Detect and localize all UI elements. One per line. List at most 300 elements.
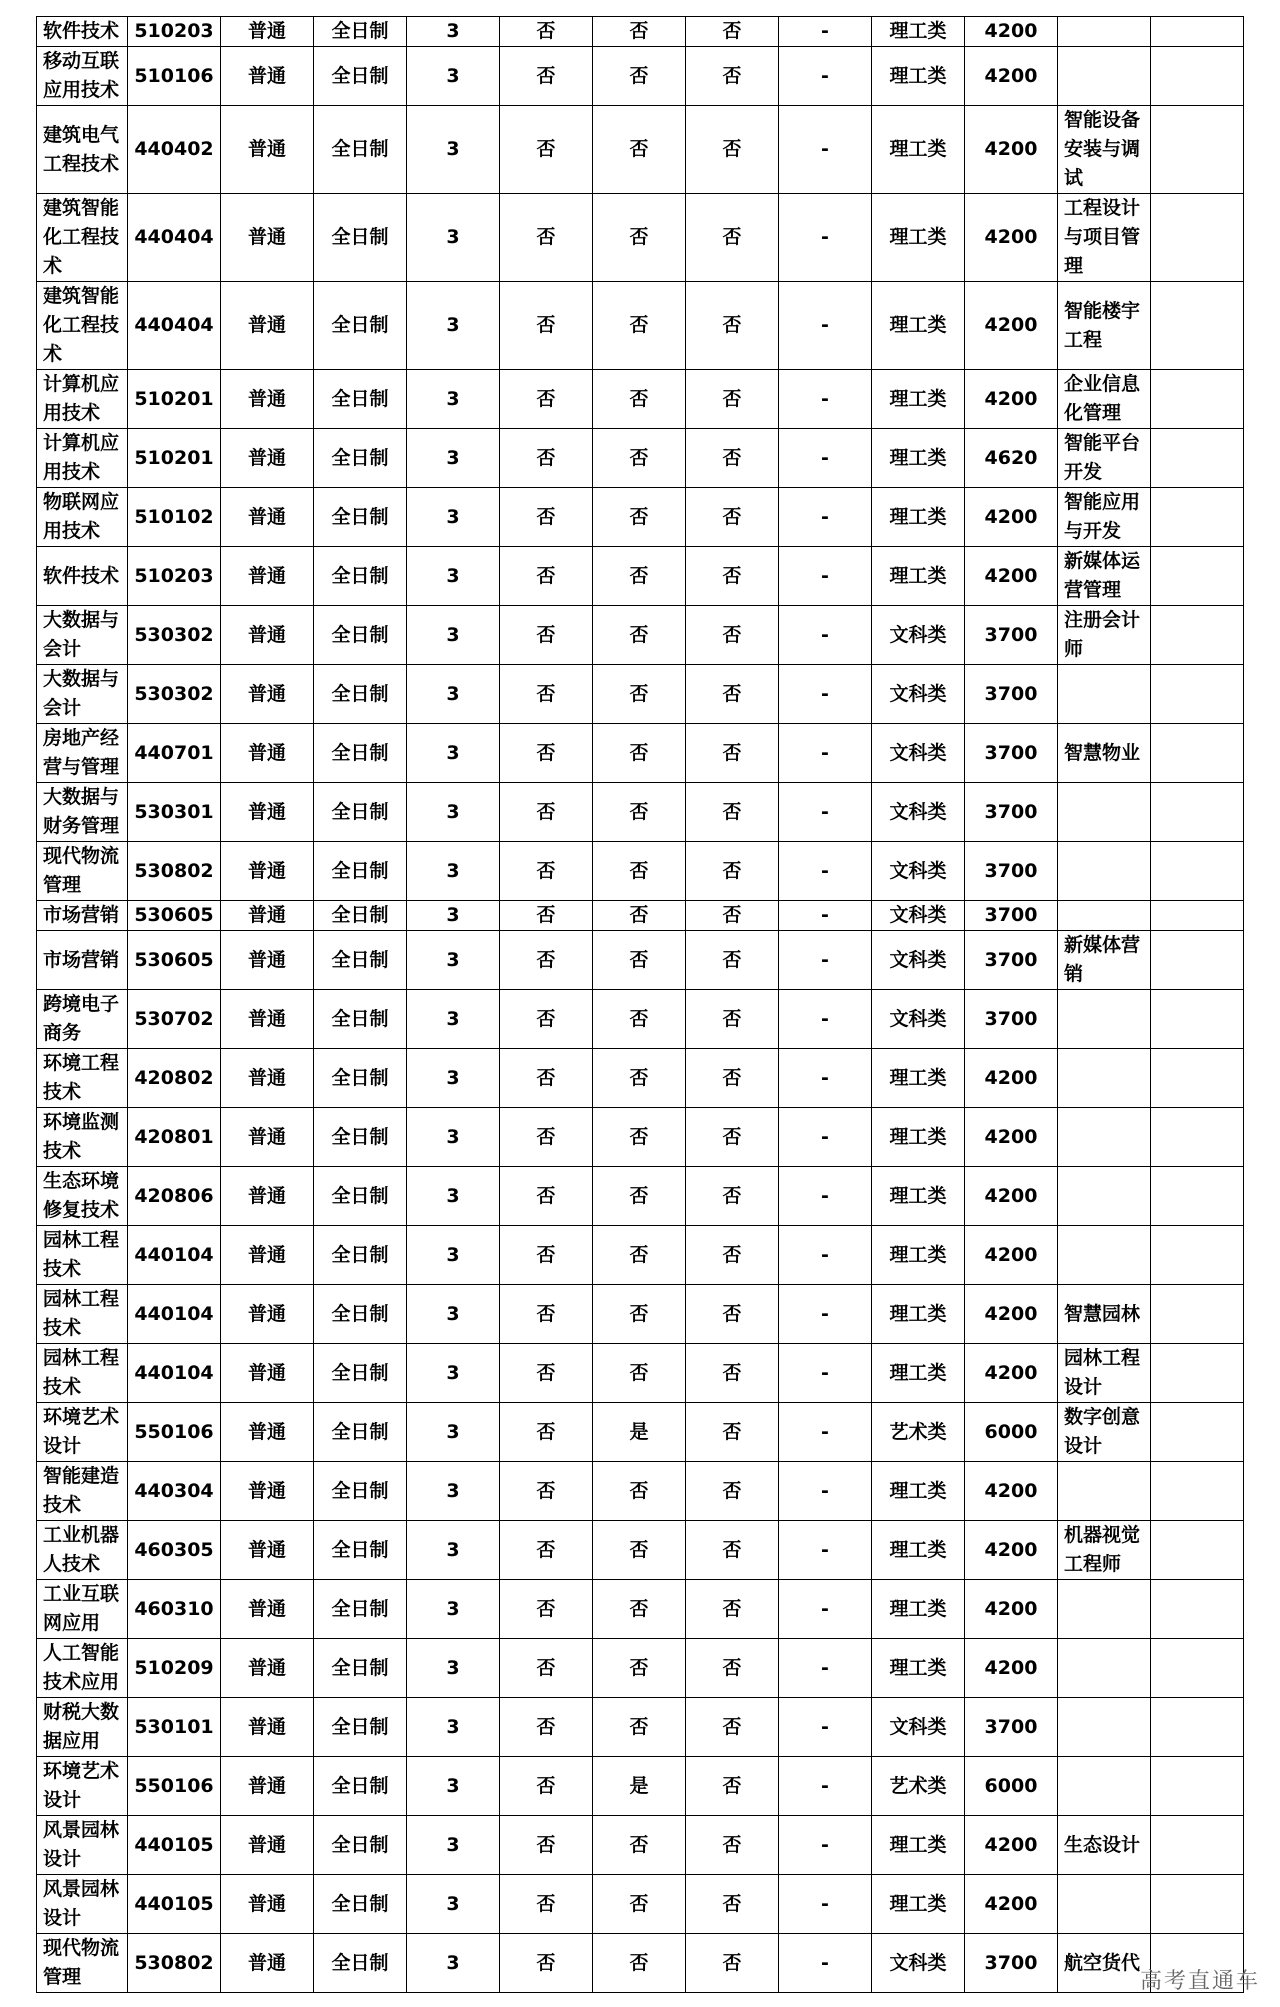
duration-cell: 3 [407,901,500,931]
remark-cell: - [779,665,872,724]
major-name-cell: 大数据与会计 [37,606,128,665]
remark-cell: - [779,17,872,47]
flag-cell-3: 否 [686,1757,779,1816]
flag-cell-3: 否 [686,1403,779,1462]
major-name-cell: 软件技术 [37,547,128,606]
flag-cell-1: 否 [500,1816,593,1875]
major-name-cell: 建筑电气工程技术 [37,106,128,194]
education-type-cell: 普通 [221,1403,314,1462]
category-cell: 文科类 [872,783,965,842]
table-row [37,1698,1244,1757]
major-code-cell: 550106 [128,1403,221,1462]
duration-cell: 3 [407,370,500,429]
flag-cell-1: 否 [500,665,593,724]
table-row [37,842,1244,901]
flag-cell-2: 否 [593,282,686,370]
flag-cell-1: 否 [500,931,593,990]
tuition-cell: 3700 [965,990,1058,1049]
tuition-cell: 4200 [965,1875,1058,1934]
duration-cell: 3 [407,1639,500,1698]
flag-cell-1: 否 [500,47,593,106]
flag-cell-1: 否 [500,1934,593,1993]
study-mode-cell: 全日制 [314,783,407,842]
tuition-cell: 4200 [965,282,1058,370]
direction-cell: 新媒体运营管理 [1058,547,1151,606]
direction-cell: 数字创意设计 [1058,1403,1151,1462]
category-cell: 理工类 [872,1226,965,1285]
table-row [37,1580,1244,1639]
tuition-cell: 3700 [965,665,1058,724]
flag-cell-1: 否 [500,1580,593,1639]
remark-cell: - [779,194,872,282]
flag-cell-1: 否 [500,1167,593,1226]
study-mode-cell: 全日制 [314,1167,407,1226]
flag-cell-3: 否 [686,783,779,842]
major-name-cell: 智能建造技术 [37,1462,128,1521]
tuition-cell: 4200 [965,1285,1058,1344]
remark-cell: - [779,1698,872,1757]
category-cell: 文科类 [872,606,965,665]
major-code-cell: 530605 [128,931,221,990]
study-mode-cell: 全日制 [314,488,407,547]
direction-cell [1058,1875,1151,1934]
major-code-cell: 440404 [128,282,221,370]
empty-cell [1151,1462,1244,1521]
empty-cell [1151,488,1244,547]
major-code-cell: 440701 [128,724,221,783]
major-name-cell: 园林工程技术 [37,1285,128,1344]
empty-cell [1151,606,1244,665]
flag-cell-2: 否 [593,17,686,47]
flag-cell-3: 否 [686,1934,779,1993]
category-cell: 理工类 [872,1580,965,1639]
flag-cell-3: 否 [686,547,779,606]
education-type-cell: 普通 [221,990,314,1049]
table-row [37,1344,1244,1403]
major-name-cell: 建筑智能化工程技术 [37,194,128,282]
empty-cell [1151,783,1244,842]
direction-cell: 智慧物业 [1058,724,1151,783]
flag-cell-2: 否 [593,194,686,282]
flag-cell-2: 否 [593,1226,686,1285]
flag-cell-1: 否 [500,901,593,931]
category-cell: 理工类 [872,1108,965,1167]
flag-cell-3: 否 [686,1816,779,1875]
empty-cell [1151,1757,1244,1816]
flag-cell-1: 否 [500,1757,593,1816]
flag-cell-2: 否 [593,606,686,665]
duration-cell: 3 [407,1580,500,1639]
direction-cell [1058,1580,1151,1639]
table-row [37,606,1244,665]
education-type-cell: 普通 [221,1108,314,1167]
flag-cell-3: 否 [686,1108,779,1167]
flag-cell-1: 否 [500,429,593,488]
flag-cell-3: 否 [686,1285,779,1344]
direction-cell [1058,665,1151,724]
direction-cell [1058,1167,1151,1226]
flag-cell-1: 否 [500,1285,593,1344]
major-code-cell: 510209 [128,1639,221,1698]
category-cell: 文科类 [872,665,965,724]
major-code-cell: 440104 [128,1344,221,1403]
direction-cell [1058,901,1151,931]
major-name-cell: 环境艺术设计 [37,1403,128,1462]
major-name-cell: 人工智能技术应用 [37,1639,128,1698]
flag-cell-2: 否 [593,724,686,783]
flag-cell-3: 否 [686,17,779,47]
study-mode-cell: 全日制 [314,901,407,931]
flag-cell-3: 否 [686,1167,779,1226]
remark-cell: - [779,931,872,990]
major-name-cell: 园林工程技术 [37,1344,128,1403]
direction-cell: 智能应用与开发 [1058,488,1151,547]
flag-cell-2: 否 [593,106,686,194]
tuition-cell: 3700 [965,783,1058,842]
flag-cell-1: 否 [500,370,593,429]
duration-cell: 3 [407,429,500,488]
table-row [37,783,1244,842]
flag-cell-2: 否 [593,1875,686,1934]
empty-cell [1151,1403,1244,1462]
major-code-cell: 510106 [128,47,221,106]
flag-cell-2: 否 [593,1639,686,1698]
flag-cell-2: 否 [593,1285,686,1344]
remark-cell: - [779,282,872,370]
flag-cell-1: 否 [500,547,593,606]
duration-cell: 3 [407,1757,500,1816]
major-name-cell: 移动互联应用技术 [37,47,128,106]
major-code-cell: 530605 [128,901,221,931]
major-name-cell: 现代物流管理 [37,1934,128,1993]
empty-cell [1151,1521,1244,1580]
flag-cell-1: 否 [500,1521,593,1580]
flag-cell-3: 否 [686,990,779,1049]
remark-cell: - [779,1934,872,1993]
flag-cell-2: 否 [593,1049,686,1108]
education-type-cell: 普通 [221,194,314,282]
study-mode-cell: 全日制 [314,1344,407,1403]
direction-cell [1058,1757,1151,1816]
major-name-cell: 物联网应用技术 [37,488,128,547]
flag-cell-1: 否 [500,783,593,842]
flag-cell-3: 否 [686,370,779,429]
remark-cell: - [779,606,872,665]
table-row [37,370,1244,429]
empty-cell [1151,990,1244,1049]
duration-cell: 3 [407,1108,500,1167]
empty-cell [1151,842,1244,901]
tuition-cell: 4200 [965,106,1058,194]
direction-cell: 智能设备安装与调试 [1058,106,1151,194]
duration-cell: 3 [407,606,500,665]
flag-cell-1: 否 [500,724,593,783]
empty-cell [1151,1639,1244,1698]
major-name-cell: 环境工程技术 [37,1049,128,1108]
category-cell: 文科类 [872,1934,965,1993]
major-code-cell: 550106 [128,1757,221,1816]
flag-cell-1: 否 [500,282,593,370]
education-type-cell: 普通 [221,842,314,901]
flag-cell-2: 否 [593,1580,686,1639]
major-code-cell: 510201 [128,370,221,429]
major-code-cell: 420801 [128,1108,221,1167]
study-mode-cell: 全日制 [314,1403,407,1462]
flag-cell-3: 否 [686,1698,779,1757]
flag-cell-2: 否 [593,783,686,842]
category-cell: 理工类 [872,106,965,194]
study-mode-cell: 全日制 [314,1521,407,1580]
category-cell: 文科类 [872,1698,965,1757]
education-type-cell: 普通 [221,547,314,606]
study-mode-cell: 全日制 [314,547,407,606]
major-name-cell: 环境监测技术 [37,1108,128,1167]
empty-cell [1151,1167,1244,1226]
tuition-cell: 6000 [965,1403,1058,1462]
flag-cell-1: 否 [500,17,593,47]
duration-cell: 3 [407,1226,500,1285]
remark-cell: - [779,547,872,606]
flag-cell-2: 否 [593,370,686,429]
direction-cell [1058,47,1151,106]
table-row [37,47,1244,106]
flag-cell-3: 否 [686,901,779,931]
direction-cell [1058,1462,1151,1521]
tuition-cell: 4200 [965,1226,1058,1285]
major-code-cell: 530302 [128,606,221,665]
duration-cell: 3 [407,1875,500,1934]
tuition-cell: 4200 [965,1049,1058,1108]
tuition-cell: 3700 [965,901,1058,931]
direction-cell: 新媒体营销 [1058,931,1151,990]
remark-cell: - [779,1580,872,1639]
study-mode-cell: 全日制 [314,724,407,783]
table-row [37,194,1244,282]
category-cell: 理工类 [872,1816,965,1875]
study-mode-cell: 全日制 [314,1580,407,1639]
remark-cell: - [779,1757,872,1816]
education-type-cell: 普通 [221,1639,314,1698]
study-mode-cell: 全日制 [314,1875,407,1934]
major-code-cell: 420806 [128,1167,221,1226]
flag-cell-2: 否 [593,488,686,547]
flag-cell-2: 否 [593,47,686,106]
tuition-cell: 4200 [965,1521,1058,1580]
flag-cell-1: 否 [500,1698,593,1757]
direction-cell: 机器视觉工程师 [1058,1521,1151,1580]
category-cell: 理工类 [872,194,965,282]
education-type-cell: 普通 [221,724,314,783]
table-row [37,17,1244,47]
flag-cell-2: 否 [593,1934,686,1993]
flag-cell-1: 否 [500,1108,593,1167]
direction-cell: 工程设计与项目管理 [1058,194,1151,282]
duration-cell: 3 [407,783,500,842]
remark-cell: - [779,901,872,931]
education-type-cell: 普通 [221,1167,314,1226]
remark-cell: - [779,1403,872,1462]
education-type-cell: 普通 [221,47,314,106]
study-mode-cell: 全日制 [314,1049,407,1108]
flag-cell-2: 否 [593,1167,686,1226]
table-row [37,1521,1244,1580]
table-row [37,1875,1244,1934]
tuition-cell: 4200 [965,1167,1058,1226]
empty-cell [1151,17,1244,47]
flag-cell-1: 否 [500,1639,593,1698]
education-type-cell: 普通 [221,901,314,931]
major-name-cell: 建筑智能化工程技术 [37,282,128,370]
empty-cell [1151,282,1244,370]
major-name-cell: 市场营销 [37,901,128,931]
category-cell: 理工类 [872,429,965,488]
major-table [36,16,1244,1993]
category-cell: 理工类 [872,488,965,547]
duration-cell: 3 [407,931,500,990]
tuition-cell: 3700 [965,842,1058,901]
table-row [37,1049,1244,1108]
study-mode-cell: 全日制 [314,1639,407,1698]
direction-cell [1058,1108,1151,1167]
major-name-cell: 工业机器人技术 [37,1521,128,1580]
empty-cell [1151,47,1244,106]
duration-cell: 3 [407,1344,500,1403]
empty-cell [1151,665,1244,724]
flag-cell-1: 否 [500,1462,593,1521]
table-row [37,1639,1244,1698]
remark-cell: - [779,1108,872,1167]
direction-cell [1058,1226,1151,1285]
education-type-cell: 普通 [221,1049,314,1108]
study-mode-cell: 全日制 [314,990,407,1049]
category-cell: 理工类 [872,282,965,370]
remark-cell: - [779,106,872,194]
empty-cell [1151,901,1244,931]
flag-cell-1: 否 [500,606,593,665]
major-name-cell: 风景园林设计 [37,1875,128,1934]
study-mode-cell: 全日制 [314,47,407,106]
flag-cell-3: 否 [686,665,779,724]
remark-cell: - [779,724,872,783]
table-row [37,282,1244,370]
remark-cell: - [779,1344,872,1403]
flag-cell-3: 否 [686,194,779,282]
flag-cell-3: 否 [686,931,779,990]
remark-cell: - [779,1521,872,1580]
major-code-cell: 530101 [128,1698,221,1757]
major-code-cell: 460310 [128,1580,221,1639]
major-code-cell: 420802 [128,1049,221,1108]
education-type-cell: 普通 [221,429,314,488]
study-mode-cell: 全日制 [314,842,407,901]
tuition-cell: 4200 [965,488,1058,547]
major-code-cell: 530802 [128,842,221,901]
empty-cell [1151,1580,1244,1639]
flag-cell-3: 否 [686,1462,779,1521]
flag-cell-2: 是 [593,1757,686,1816]
major-name-cell: 风景园林设计 [37,1816,128,1875]
duration-cell: 3 [407,282,500,370]
major-name-cell: 工业互联网应用 [37,1580,128,1639]
tuition-cell: 4200 [965,47,1058,106]
flag-cell-3: 否 [686,429,779,488]
category-cell: 理工类 [872,1521,965,1580]
category-cell: 艺术类 [872,1757,965,1816]
tuition-cell: 4200 [965,370,1058,429]
table-row [37,901,1244,931]
table-row [37,1403,1244,1462]
remark-cell: - [779,842,872,901]
empty-cell [1151,1285,1244,1344]
study-mode-cell: 全日制 [314,1934,407,1993]
table-row [37,429,1244,488]
major-code-cell: 530301 [128,783,221,842]
empty-cell [1151,931,1244,990]
flag-cell-1: 否 [500,842,593,901]
table-row [37,1226,1244,1285]
major-code-cell: 510201 [128,429,221,488]
tuition-cell: 4200 [965,1639,1058,1698]
direction-cell [1058,783,1151,842]
study-mode-cell: 全日制 [314,429,407,488]
study-mode-cell: 全日制 [314,606,407,665]
duration-cell: 3 [407,17,500,47]
remark-cell: - [779,488,872,547]
table-row [37,990,1244,1049]
remark-cell: - [779,429,872,488]
education-type-cell: 普通 [221,370,314,429]
table-row [37,547,1244,606]
study-mode-cell: 全日制 [314,665,407,724]
major-name-cell: 跨境电子商务 [37,990,128,1049]
study-mode-cell: 全日制 [314,1108,407,1167]
category-cell: 理工类 [872,1285,965,1344]
direction-cell [1058,1639,1151,1698]
study-mode-cell: 全日制 [314,931,407,990]
direction-cell [1058,1698,1151,1757]
tuition-cell: 4200 [965,547,1058,606]
major-name-cell: 大数据与会计 [37,665,128,724]
flag-cell-1: 否 [500,106,593,194]
direction-cell: 园林工程设计 [1058,1344,1151,1403]
education-type-cell: 普通 [221,1934,314,1993]
study-mode-cell: 全日制 [314,1462,407,1521]
flag-cell-3: 否 [686,1521,779,1580]
duration-cell: 3 [407,1049,500,1108]
major-code-cell: 510102 [128,488,221,547]
direction-cell: 注册会计师 [1058,606,1151,665]
flag-cell-2: 否 [593,990,686,1049]
direction-cell [1058,842,1151,901]
table-row [37,1816,1244,1875]
direction-cell [1058,1049,1151,1108]
education-type-cell: 普通 [221,1698,314,1757]
table-row [37,724,1244,783]
table-row [37,1167,1244,1226]
education-type-cell: 普通 [221,488,314,547]
major-name-cell: 大数据与财务管理 [37,783,128,842]
duration-cell: 3 [407,47,500,106]
duration-cell: 3 [407,665,500,724]
tuition-cell: 3700 [965,931,1058,990]
remark-cell: - [779,1875,872,1934]
duration-cell: 3 [407,106,500,194]
category-cell: 文科类 [872,901,965,931]
flag-cell-3: 否 [686,724,779,783]
major-name-cell: 房地产经营与管理 [37,724,128,783]
major-code-cell: 440402 [128,106,221,194]
category-cell: 理工类 [872,17,965,47]
